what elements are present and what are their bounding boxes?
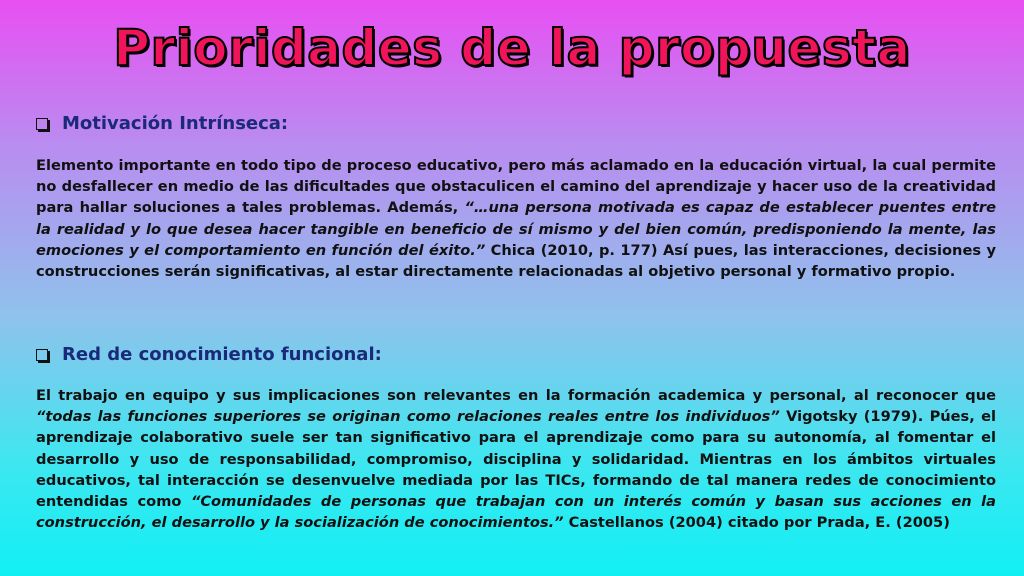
paragraph-text: Vigotsky (1979). Púes, el aprendizaje colaborativo suele ser tan significativo para el aprendizaje como para su autonomía, al fomentar el desarrollo y uso de responsabilidad, compromiso, disciplina y solidaridad. Mientras en los ámbitos virtuales educativos, tal interacción se desenvuelve mediada por las TICs, formando de tal manera redes de conocimiento entendidas como [36,408,996,511]
checkbox-bullet-icon [36,118,48,130]
section-heading-red [36,344,382,365]
paragraph-text: Elemento importante en todo tipo de proceso educativo, pero más aclamado en la educación virtual, la cual permite no desfallecer en medio de las dificultades que obstaculicen el camino del aprendizaje y hacer uso de la creatividad para hallar soluciones a tales problemas. Además, [36,157,996,217]
section-heading-label: Red de conocimiento funcional: [62,344,382,365]
section-paragraph-red [36,385,996,533]
section-heading-label: Motivación Intrínseca: [62,113,289,134]
paragraph-text: Castellanos (2004) citado por Prada, E. (2005) [563,514,950,532]
section-heading-motivacion [36,113,288,134]
quote-text: “…una persona motivada es capaz de establecer puentes entre la realidad y lo que desea hacer tangible en beneficio de sí mismo y del bien común, predisponiendo la mente, las emociones y el comportamiento en función del éxito.” [36,199,996,259]
quote-text: “todas las funciones superiores se originan como relaciones reales entre los individuos” [36,408,780,426]
page-title: Prioridades de la propuesta [113,19,911,77]
checkbox-bullet-icon [36,349,48,361]
quote-text: “Comunidades de personas que trabajan con un interés común y basan sus acciones en la construcción, el desarrollo y la socialización de conocimientos.” [36,493,996,532]
section-paragraph-motivacion [36,155,996,282]
paragraph-text: Chica (2010, p. 177) Así pues, las interacciones, decisiones y construcciones serán significativas, al estar directamente relacionadas al objetivo personal y formativo propio. [36,241,996,281]
paragraph-text: El trabajo en equipo y sus implicaciones son relevantes en la formación academica y personal, al reconocer que [36,387,996,404]
